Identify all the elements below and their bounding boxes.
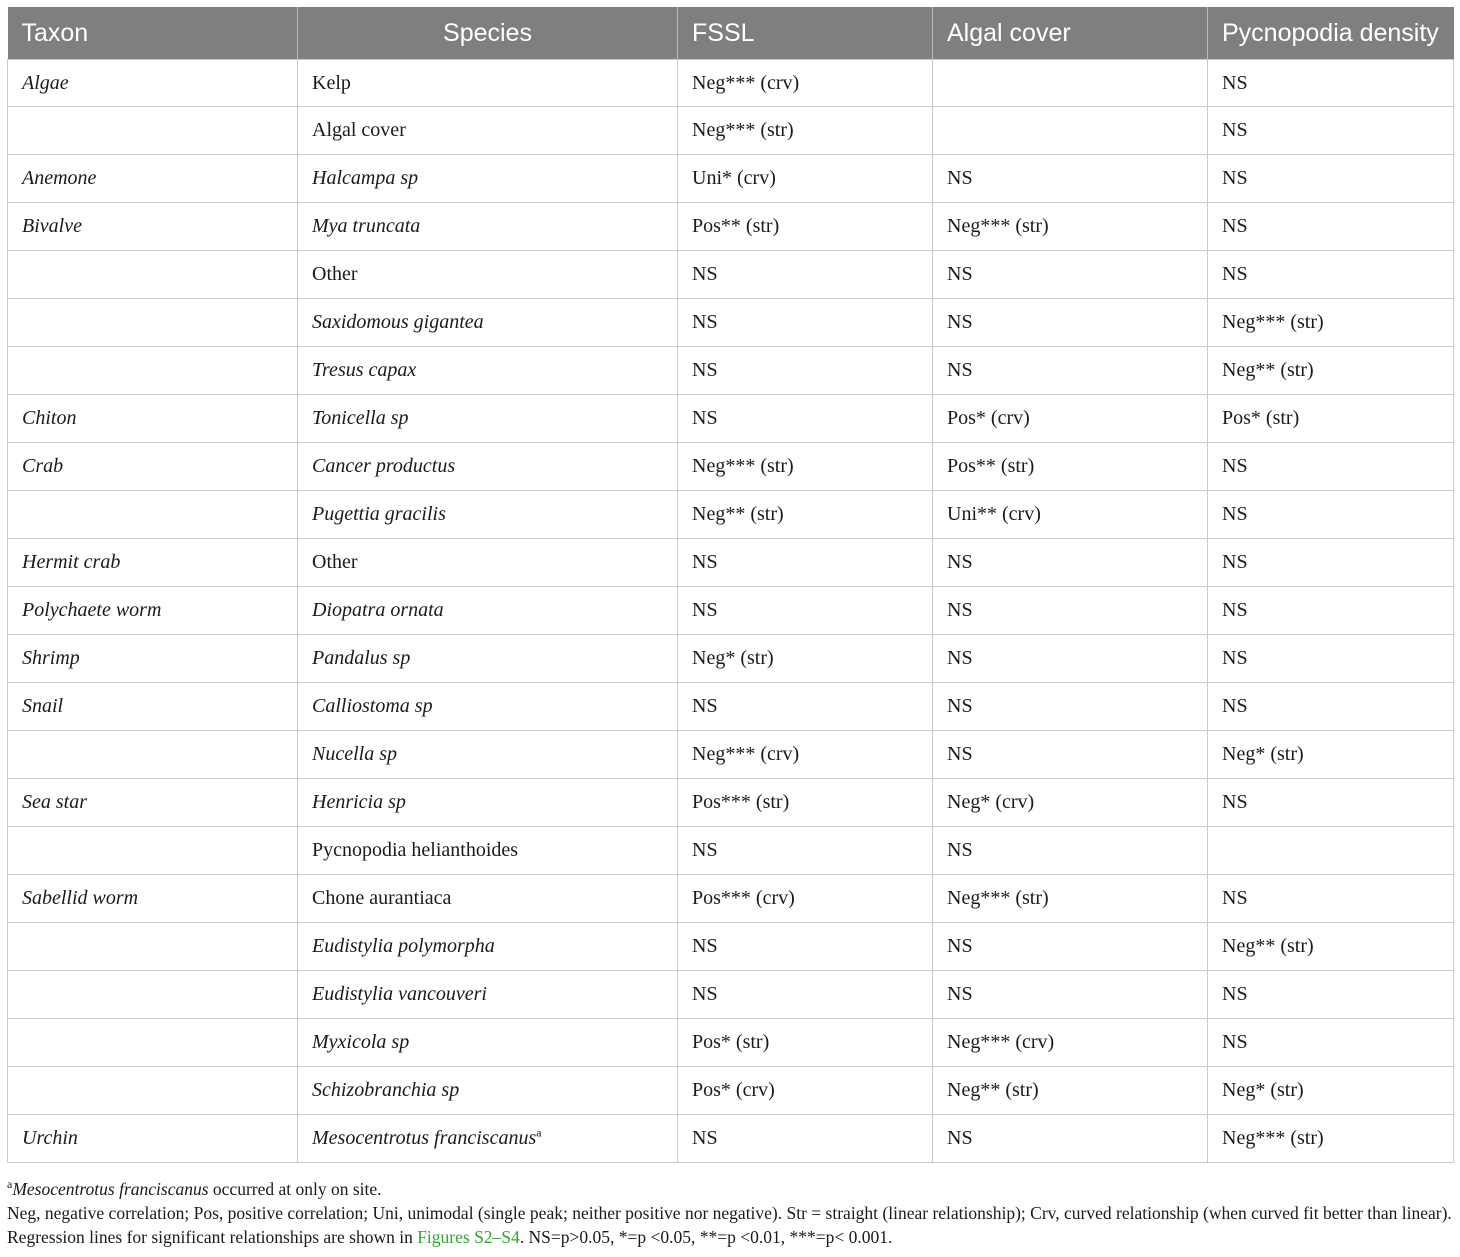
cell-fssl: NS — [678, 299, 933, 347]
header-fssl: FSSL — [678, 7, 933, 60]
table-row — [8, 1067, 1454, 1115]
cell-species: Tonicella sp — [298, 395, 678, 443]
cell-pycnopodia-density: NS — [1208, 683, 1454, 731]
cell-algal-cover: NS — [933, 635, 1208, 683]
cell-fssl: Pos* (crv) — [678, 1067, 933, 1115]
cell-species: Other — [298, 539, 678, 587]
cell-fssl: NS — [678, 971, 933, 1019]
table-row — [8, 443, 1454, 491]
table-row — [8, 587, 1454, 635]
cell-pycnopodia-density: NS — [1208, 779, 1454, 827]
cell-taxon — [8, 1019, 298, 1067]
cell-fssl: NS — [678, 587, 933, 635]
cell-fssl: Neg** (str) — [678, 491, 933, 539]
table-row — [8, 395, 1454, 443]
table-row — [8, 971, 1454, 1019]
cell-algal-cover: NS — [933, 251, 1208, 299]
cell-taxon: Chiton — [8, 395, 298, 443]
cell-species: Diopatra ornata — [298, 587, 678, 635]
table-row — [8, 923, 1454, 971]
cell-taxon: Shrimp — [8, 635, 298, 683]
cell-algal-cover: Neg*** (str) — [933, 203, 1208, 251]
cell-algal-cover: NS — [933, 683, 1208, 731]
cell-fssl: NS — [678, 827, 933, 875]
cell-taxon: Snail — [8, 683, 298, 731]
cell-pycnopodia-density: NS — [1208, 539, 1454, 587]
header-pycnopodia-density: Pycnopodia density — [1208, 7, 1454, 60]
cell-species: Calliostoma sp — [298, 683, 678, 731]
cell-taxon — [8, 347, 298, 395]
footnote-species: Mesocentrotus franciscanus — [12, 1179, 209, 1199]
cell-fssl: NS — [678, 539, 933, 587]
cell-pycnopodia-density: NS — [1208, 203, 1454, 251]
cell-algal-cover: NS — [933, 155, 1208, 203]
table-row — [8, 683, 1454, 731]
cell-species: Saxidomous gigantea — [298, 299, 678, 347]
cell-taxon: Sabellid worm — [8, 875, 298, 923]
cell-algal-cover: Neg* (crv) — [933, 779, 1208, 827]
cell-species: Mesocentrotus franciscanus$^a$ — [298, 1115, 678, 1163]
figures-link[interactable]: Figures S2–S4 — [417, 1227, 520, 1247]
cell-algal-cover: NS — [933, 587, 1208, 635]
cell-species: Algal cover — [298, 107, 678, 155]
cell-pycnopodia-density: NS — [1208, 587, 1454, 635]
cell-pycnopodia-density: Neg* (str) — [1208, 731, 1454, 779]
table-row — [8, 1115, 1454, 1163]
header-taxon: Taxon — [8, 7, 298, 60]
cell-algal-cover — [933, 107, 1208, 155]
cell-species: Pugettia gracilis — [298, 491, 678, 539]
cell-taxon: Anemone — [8, 155, 298, 203]
cell-taxon — [8, 107, 298, 155]
cell-species: Cancer productus — [298, 443, 678, 491]
cell-species: Tresus capax — [298, 347, 678, 395]
footnote-marker: a — [7, 1177, 13, 1192]
cell-algal-cover: NS — [933, 1115, 1208, 1163]
cell-pycnopodia-density: Neg** (str) — [1208, 347, 1454, 395]
cell-algal-cover: Uni** (crv) — [933, 491, 1208, 539]
cell-algal-cover: NS — [933, 539, 1208, 587]
cell-algal-cover: NS — [933, 923, 1208, 971]
cell-species: Pycnopodia helianthoides — [298, 827, 678, 875]
cell-fssl: Neg*** (crv) — [678, 731, 933, 779]
cell-taxon — [8, 1067, 298, 1115]
cell-taxon — [8, 251, 298, 299]
cell-taxon — [8, 299, 298, 347]
cell-algal-cover: Neg*** (str) — [933, 875, 1208, 923]
table-row — [8, 251, 1454, 299]
cell-species: Mya truncata — [298, 203, 678, 251]
cell-pycnopodia-density — [1208, 827, 1454, 875]
table-row — [8, 1019, 1454, 1067]
table-row — [8, 491, 1454, 539]
table-row — [8, 60, 1454, 107]
results-table — [7, 7, 1454, 1163]
cell-algal-cover: Neg*** (crv) — [933, 1019, 1208, 1067]
footnote-text: occurred at only on site. — [208, 1179, 382, 1199]
cell-species: Nucella sp — [298, 731, 678, 779]
cell-fssl: Neg*** (str) — [678, 443, 933, 491]
cell-species: Eudistylia polymorpha — [298, 923, 678, 971]
table-container — [7, 7, 1453, 1163]
cell-algal-cover — [933, 60, 1208, 107]
cell-algal-cover: NS — [933, 347, 1208, 395]
abbreviation-legend — [7, 1201, 1453, 1249]
table-row — [8, 299, 1454, 347]
cell-taxon: Bivalve — [8, 203, 298, 251]
cell-taxon — [8, 827, 298, 875]
header-species: Species — [298, 7, 678, 60]
cell-species: Myxicola sp — [298, 1019, 678, 1067]
cell-pycnopodia-density: NS — [1208, 1019, 1454, 1067]
cell-algal-cover: NS — [933, 299, 1208, 347]
cell-pycnopodia-density: Neg** (str) — [1208, 923, 1454, 971]
table-row — [8, 635, 1454, 683]
cell-fssl: Pos* (str) — [678, 1019, 933, 1067]
footnote-a — [7, 1177, 1453, 1201]
legend-text: Neg, negative correlation; Pos, positive correlation; Uni, unimodal (single peak; neither positive nor negative). Str = straight (linear relationship); Crv, curved relationship (when curved fit better than linear). Regression lines for significant relationships are shown in — [7, 1203, 1452, 1247]
cell-pycnopodia-density: NS — [1208, 491, 1454, 539]
cell-pycnopodia-density: NS — [1208, 107, 1454, 155]
cell-pycnopodia-density: Neg* (str) — [1208, 1067, 1454, 1115]
cell-algal-cover: NS — [933, 731, 1208, 779]
cell-taxon — [8, 971, 298, 1019]
cell-algal-cover: NS — [933, 827, 1208, 875]
cell-taxon: Crab — [8, 443, 298, 491]
cell-species: Henricia sp — [298, 779, 678, 827]
cell-taxon — [8, 731, 298, 779]
cell-fssl: Neg*** (crv) — [678, 60, 933, 107]
cell-taxon: Sea star — [8, 779, 298, 827]
footnote-marker: a — [536, 1125, 542, 1140]
cell-fssl: NS — [678, 1115, 933, 1163]
cell-pycnopodia-density: NS — [1208, 971, 1454, 1019]
table-row — [8, 875, 1454, 923]
cell-algal-cover: Pos** (str) — [933, 443, 1208, 491]
table-row — [8, 155, 1454, 203]
table-notes — [7, 1177, 1453, 1249]
cell-fssl: NS — [678, 251, 933, 299]
cell-species: Schizobranchia sp — [298, 1067, 678, 1115]
cell-species: Chone aurantiaca — [298, 875, 678, 923]
cell-species: Kelp — [298, 60, 678, 107]
cell-pycnopodia-density: NS — [1208, 635, 1454, 683]
cell-algal-cover: Neg** (str) — [933, 1067, 1208, 1115]
cell-pycnopodia-density: Neg*** (str) — [1208, 299, 1454, 347]
cell-algal-cover: NS — [933, 971, 1208, 1019]
cell-taxon — [8, 923, 298, 971]
cell-fssl: Pos*** (crv) — [678, 875, 933, 923]
table-row — [8, 731, 1454, 779]
cell-taxon — [8, 491, 298, 539]
cell-taxon: Algae — [8, 60, 298, 107]
cell-fssl: Pos** (str) — [678, 203, 933, 251]
table-row — [8, 347, 1454, 395]
cell-fssl: Neg*** (str) — [678, 107, 933, 155]
cell-pycnopodia-density: NS — [1208, 875, 1454, 923]
cell-species: Eudistylia vancouveri — [298, 971, 678, 1019]
table-row — [8, 539, 1454, 587]
cell-taxon: Polychaete worm — [8, 587, 298, 635]
cell-fssl: Uni* (crv) — [678, 155, 933, 203]
cell-fssl: NS — [678, 683, 933, 731]
cell-fssl: NS — [678, 923, 933, 971]
cell-taxon: Urchin — [8, 1115, 298, 1163]
table-row — [8, 107, 1454, 155]
table-row — [8, 203, 1454, 251]
cell-pycnopodia-density: NS — [1208, 251, 1454, 299]
cell-algal-cover: Pos* (crv) — [933, 395, 1208, 443]
cell-pycnopodia-density: NS — [1208, 155, 1454, 203]
cell-taxon: Hermit crab — [8, 539, 298, 587]
header-algal-cover: Algal cover — [933, 7, 1208, 60]
cell-fssl: Neg* (str) — [678, 635, 933, 683]
cell-pycnopodia-density: NS — [1208, 443, 1454, 491]
header-row — [8, 7, 1454, 60]
legend-text-end: . NS=p>0.05, *=p <0.05, **=p <0.01, ***=p< 0.001. — [519, 1227, 893, 1247]
cell-species: Other — [298, 251, 678, 299]
cell-pycnopodia-density: NS — [1208, 60, 1454, 107]
cell-fssl: Pos*** (str) — [678, 779, 933, 827]
cell-species: Halcampa sp — [298, 155, 678, 203]
table-row — [8, 827, 1454, 875]
cell-fssl: NS — [678, 347, 933, 395]
cell-pycnopodia-density: Neg*** (str) — [1208, 1115, 1454, 1163]
cell-fssl: NS — [678, 395, 933, 443]
table-body — [8, 60, 1454, 1163]
table-row — [8, 779, 1454, 827]
cell-species: Pandalus sp — [298, 635, 678, 683]
cell-pycnopodia-density: Pos* (str) — [1208, 395, 1454, 443]
